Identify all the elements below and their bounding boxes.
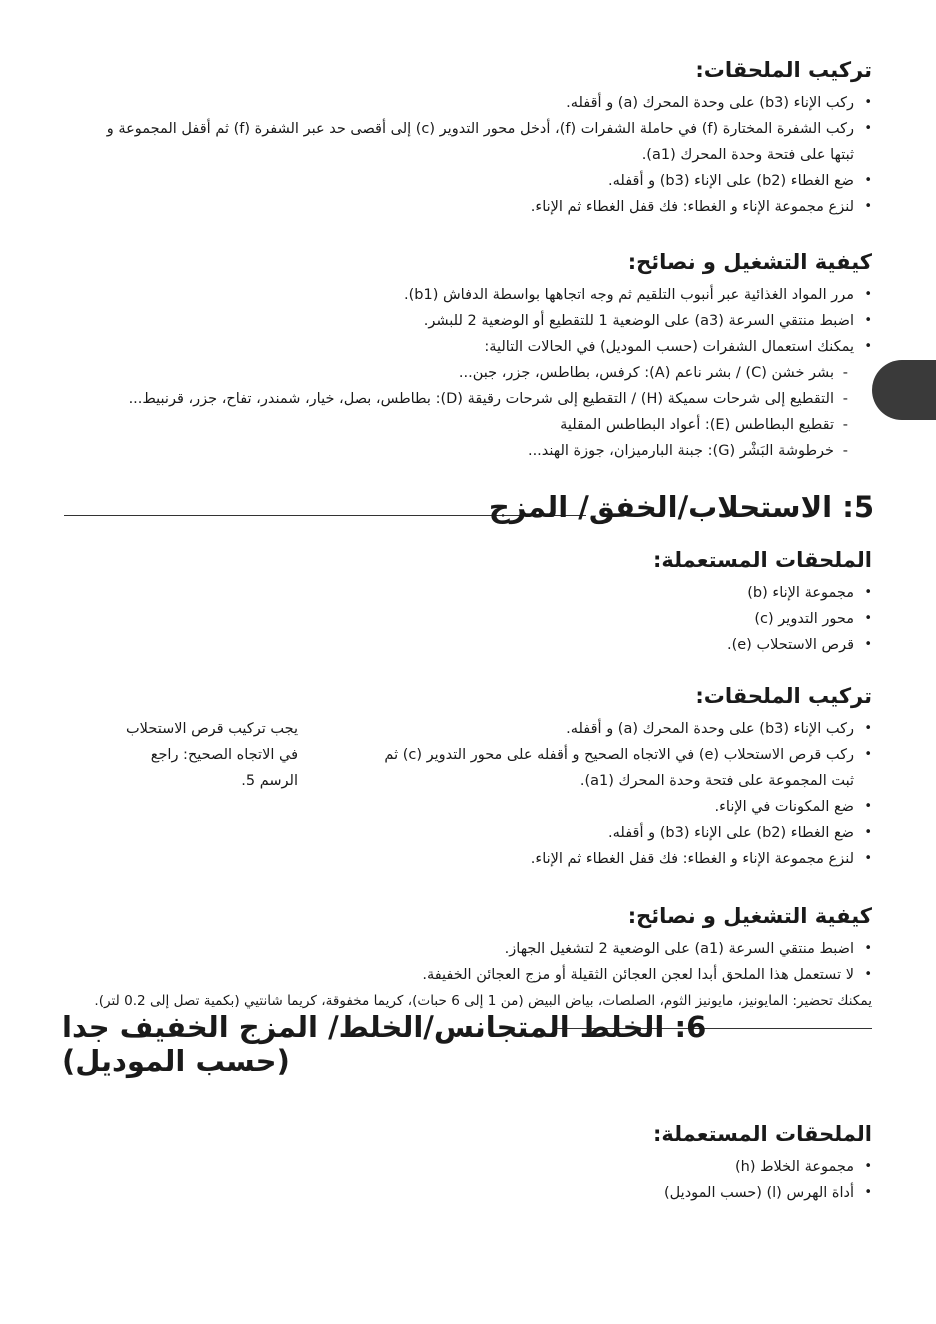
- accessories-list: [664, 1154, 872, 1206]
- list-item: • ضع الغطاء (b2) على الإناء (b3) و أقفله.: [360, 820, 872, 846]
- list-item: • أداة الهرس (l) (حسب الموديل): [664, 1180, 872, 1206]
- usage-list: [422, 936, 872, 988]
- list-item: • ركب الشفرة المختارة (f) في حاملة الشفرات (f)، أدخل محور التدوير (c) إلى أقصى حد عبر الشفرة (f) ثم أقفل المجموعة و ثبتها على فتحة وحدة المحرك (a1).: [80, 116, 872, 168]
- assembly-heading: تركيب الملحقات:: [695, 684, 872, 708]
- list-subitem: - بشر خشن (C) / بشر ناعم (A): كرفس، بطاطس، جزر، جبن...: [60, 360, 872, 386]
- side-note: يجب تركيب قرص الاستحلاب في الاتجاه الصحيح: راجع الرسم 5.: [126, 721, 298, 789]
- list-item: • اضبط منتقي السرعة (a1) على الوضعية 2 لتشغيل الجهاز.: [422, 936, 872, 962]
- list-item: • قرص الاستحلاب (e).: [727, 632, 872, 658]
- section-5-title: 5: الاستحلاب/الخفق/ المزج: [488, 490, 874, 524]
- usage-list: [60, 282, 872, 464]
- list-item: • ضع المكونات في الإناء.: [360, 794, 872, 820]
- usage-heading: كيفية التشغيل و نصائح:: [627, 904, 872, 928]
- section-6-title: 6: الخلط المتجانس/الخلط/ المزج الخفيف جدا: [62, 1010, 707, 1044]
- assembly-list: [360, 716, 872, 872]
- usage-note: يمكنك تحضير: المايونيز، مايونيز الثوم، الصلصات، بياض البيض (من 1 إلى 6 حبات)، كريما مخفوقة، كريما شانتيي (بكمية تصل إلى 0.2 لتر).: [94, 993, 872, 1009]
- list-item: • لنزع مجموعة الإناء و الغطاء: فك قفل الغطاء ثم الإناء.: [360, 846, 872, 872]
- assembly-list: [80, 90, 872, 220]
- page-tab-marker: [872, 360, 936, 420]
- list-item: • لا تستعمل هذا الملحق أبدا لعجن العجائن الثقيلة أو مزج العجائن الخفيفة.: [422, 962, 872, 988]
- usage-heading: كيفية التشغيل و نصائح:: [627, 250, 872, 274]
- list-subitem: - التقطيع إلى شرحات سميكة (H) / التقطيع إلى شرحات رقيقة (D): بطاطس، بصل، خيار، شمندر، تفاح، جزر، قرنبيط...: [60, 386, 872, 412]
- list-item: • لنزع مجموعة الإناء و الغطاء: فك قفل الغطاء ثم الإناء.: [80, 194, 872, 220]
- assembly-heading: تركيب الملحقات:: [695, 58, 872, 82]
- list-item: • ركب الإناء (b3) على وحدة المحرك (a) و أقفله.: [80, 90, 872, 116]
- list-item: • مجموعة الإناء (b): [727, 580, 872, 606]
- list-item: • مرر المواد الغذائية عبر أنبوب التلقيم ثم وجه اتجاهها بواسطة الدفاش (b1).: [60, 282, 872, 308]
- list-item: • محور التدوير (c): [727, 606, 872, 632]
- accessories-heading: الملحقات المستعملة:: [652, 548, 872, 572]
- accessories-list: [727, 580, 872, 658]
- list-item: • مجموعة الخلاط (h): [664, 1154, 872, 1180]
- list-subitem: - تقطيع البطاطس (E): أعواد البطاطس المقلية: [60, 412, 872, 438]
- accessories-heading: الملحقات المستعملة:: [652, 1122, 872, 1146]
- section-6-title-model: (حسب الموديل): [62, 1044, 290, 1078]
- list-subitem: - خرطوشة البَشْر (G): جبنة البارميزان، جوزة الهند...: [60, 438, 872, 464]
- list-item: • اضبط منتقي السرعة (a3) على الوضعية 1 للتقطيع أو الوضعية 2 للبشر.: [60, 308, 872, 334]
- list-item: • ضع الغطاء (b2) على الإناء (b3) و أقفله.: [80, 168, 872, 194]
- list-item: • ركب الإناء (b3) على وحدة المحرك (a) و أقفله.: [360, 716, 872, 742]
- list-item: • يمكنك استعمال الشفرات (حسب الموديل) في الحالات التالية:: [60, 334, 872, 360]
- list-item: • ركب قرص الاستحلاب (e) في الاتجاه الصحيح و أقفله على محور التدوير (c) ثم ثبت المجموعة على فتحة وحدة المحرك (a1).: [360, 742, 872, 794]
